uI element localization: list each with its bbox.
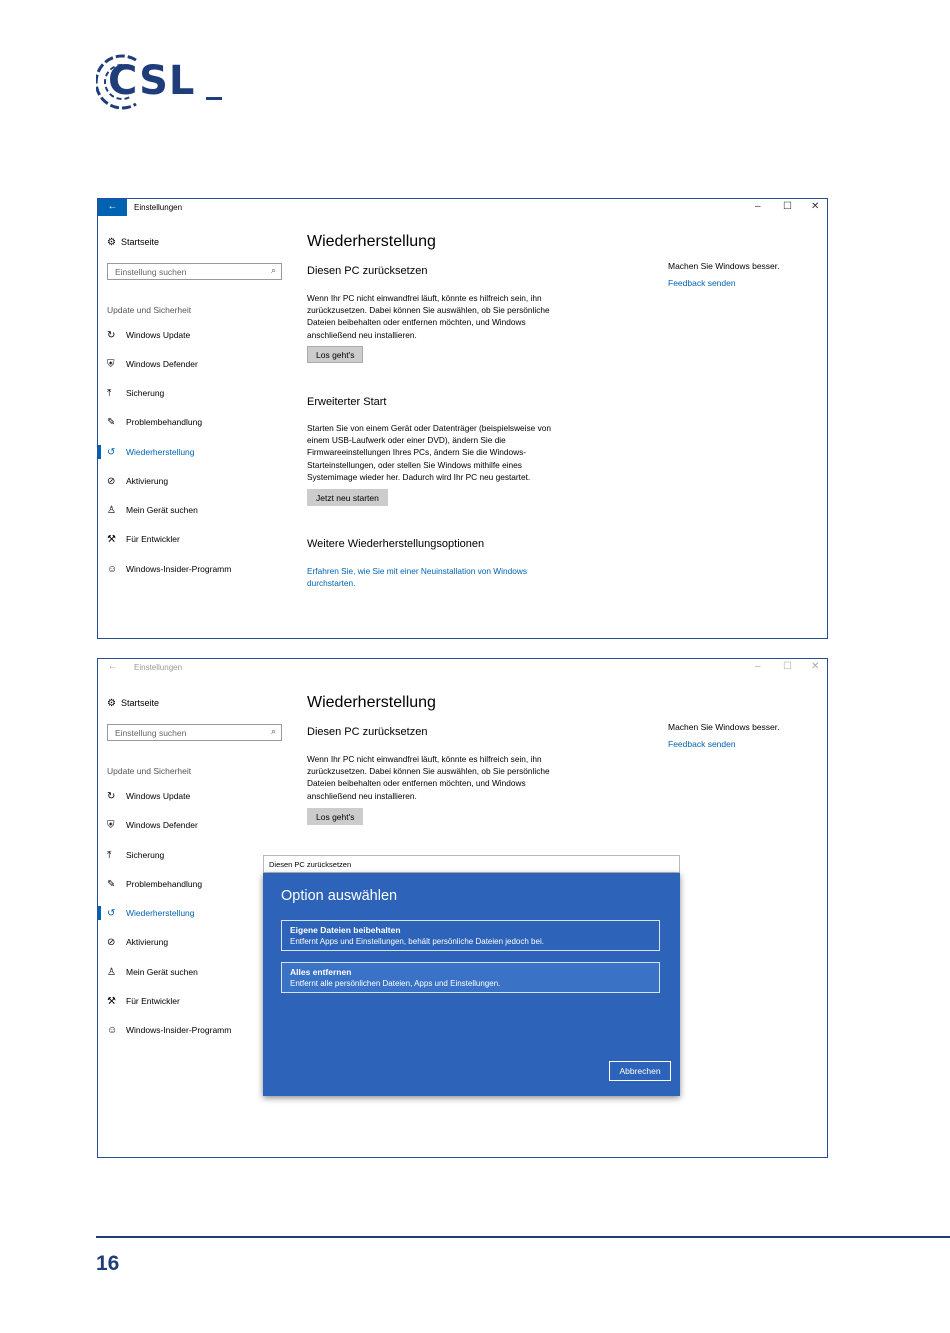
option-remove-everything[interactable]	[281, 962, 660, 993]
sidebar-item-label: Aktivierung	[126, 476, 169, 486]
history-icon: ↺	[107, 447, 116, 458]
sidebar-item-label: Windows Defender	[126, 359, 198, 369]
sidebar-item-fuer-entwickler[interactable]	[107, 534, 180, 545]
sidebar-item-windows-defender[interactable]	[107, 359, 198, 370]
option-keep-files[interactable]	[281, 920, 660, 951]
sidebar-item-label: Windows Defender	[126, 820, 198, 830]
sidebar-item-label: Für Entwickler	[126, 996, 180, 1006]
close-icon[interactable]: ✕	[811, 201, 820, 212]
cat-icon: ☺	[107, 1025, 118, 1036]
reset-description	[307, 292, 582, 341]
reset-line: zurückzusetzen. Dabei können Sie auswählen, ob Sie persönliche	[307, 766, 550, 777]
sidebar-item-windows-insider[interactable]	[107, 1025, 231, 1036]
page-number: 16	[96, 1252, 120, 1275]
selection-indicator	[98, 445, 101, 459]
wrench-icon: ✎	[107, 417, 116, 428]
sidebar-item-label: Windows Update	[126, 791, 191, 801]
nav-home-label: Startseite	[121, 698, 160, 708]
reset-line: anschließend neu installieren.	[307, 790, 417, 801]
back-arrow-icon[interactable]: ←	[107, 661, 118, 672]
search-input[interactable]	[107, 263, 282, 280]
reset-dialog	[263, 873, 680, 1096]
advanced-line: Starteinstellungen, oder stellen Sie Windows mithilfe eines	[307, 459, 522, 470]
sidebar-item-label: Windows Update	[126, 330, 191, 340]
sidebar-item-windows-update[interactable]	[107, 791, 190, 802]
option-title: Alles entfernen	[290, 967, 352, 977]
maximize-icon[interactable]: ☐	[783, 201, 792, 212]
refresh-icon: ↻	[107, 791, 116, 802]
advanced-line: Firmwareeinstellungen Ihres PCs, ändern Sie die Windows-	[307, 447, 527, 458]
clean-install-link[interactable]	[307, 565, 567, 589]
sidebar-item-label: Sicherung	[126, 850, 165, 860]
refresh-icon: ↻	[107, 330, 116, 341]
reset-dialog-titlebar: Diesen PC zurücksetzen	[263, 855, 680, 873]
sidebar-item-label: Wiederherstellung	[126, 908, 195, 918]
sidebar-item-windows-defender[interactable]	[107, 820, 198, 831]
search-placeholder: Einstellung suchen	[115, 728, 187, 738]
reset-heading: Diesen PC zurücksetzen	[307, 726, 428, 738]
shield-icon: ⛨	[107, 359, 115, 370]
option-title: Eigene Dateien beibehalten	[290, 925, 401, 935]
reset-line: Dateien beibehalten oder entfernen möchten, und Windows	[307, 317, 526, 328]
sidebar-item-label: Aktivierung	[126, 937, 169, 947]
sidebar-item-label: Mein Gerät suchen	[126, 505, 198, 515]
settings-window-screenshot-1	[97, 198, 828, 639]
sidebar-item-sicherung[interactable]	[107, 388, 164, 399]
feedback-link[interactable]: Feedback senden	[668, 739, 736, 749]
sidebar-item-mein-geraet-suchen[interactable]	[107, 967, 198, 978]
gear-icon: ⚙	[107, 698, 116, 709]
window-titlebar	[98, 659, 827, 676]
page-title: Wiederherstellung	[307, 233, 436, 250]
more-options-heading: Weitere Wiederherstellungsoptionen	[307, 538, 485, 550]
reset-line: anschließend neu installieren.	[307, 329, 417, 340]
sidebar-item-problembehandlung[interactable]	[107, 879, 202, 890]
nav-home[interactable]	[107, 698, 159, 709]
link-line: Erfahren Sie, wie Sie mit einer Neuinstallation von Windows	[307, 566, 527, 576]
sidebar-item-label: Sicherung	[126, 388, 165, 398]
search-icon: ⌕	[270, 265, 276, 275]
person-icon: ♙	[107, 505, 116, 516]
shield-icon: ⛨	[107, 820, 115, 831]
sidebar-item-label: Mein Gerät suchen	[126, 967, 198, 977]
page-title: Wiederherstellung	[307, 694, 436, 711]
selection-indicator	[98, 906, 101, 920]
window-title: Einstellungen	[134, 203, 183, 212]
tools-icon: ⚒	[107, 534, 116, 545]
sidebar-item-label: Problembehandlung	[126, 879, 203, 889]
minimize-icon[interactable]: –	[755, 661, 761, 672]
back-arrow-icon[interactable]: ←	[98, 199, 127, 216]
person-icon: ♙	[107, 967, 116, 978]
dialog-heading: Option auswählen	[281, 888, 398, 904]
sidebar-item-aktivierung[interactable]	[107, 937, 168, 948]
restart-now-button[interactable]: Jetzt neu starten	[307, 489, 388, 506]
advanced-line: Starten Sie von einem Gerät oder Datenträger (beispielsweise von	[307, 423, 551, 433]
reset-line: Wenn Ihr PC nicht einwandfrei läuft, könnte es hilfreich sein, ihn	[307, 293, 542, 303]
feedback-link[interactable]: Feedback senden	[668, 278, 736, 288]
sidebar-item-sicherung[interactable]	[107, 850, 164, 861]
upload-icon: ⤒	[107, 850, 112, 861]
window-title: Einstellungen	[134, 663, 183, 672]
search-icon: ⌕	[270, 726, 276, 736]
check-circle-icon: ⊘	[107, 476, 116, 487]
wrench-icon: ✎	[107, 879, 116, 890]
option-description: Entfernt Apps und Einstellungen, behält persönliche Dateien jedoch bei.	[290, 937, 544, 946]
cancel-button[interactable]: Abbrechen	[609, 1061, 671, 1081]
maximize-icon[interactable]: ☐	[783, 661, 792, 672]
nav-home-label: Startseite	[121, 237, 160, 247]
sidebar-item-wiederherstellung[interactable]	[107, 908, 195, 919]
reset-line: Dateien beibehalten oder entfernen möchten, und Windows	[307, 778, 526, 789]
logo-underline	[206, 97, 222, 100]
nav-group-label: Update und Sicherheit	[107, 766, 192, 776]
cat-icon: ☺	[107, 564, 118, 575]
sidebar-item-windows-update[interactable]	[107, 330, 190, 341]
history-icon: ↺	[107, 908, 116, 919]
advanced-start-description	[307, 422, 582, 483]
upload-icon: ⤒	[107, 388, 112, 399]
sidebar-item-label: Windows-Insider-Programm	[126, 1025, 232, 1035]
reset-start-button[interactable]: Los geht's	[307, 808, 363, 825]
sidebar-item-label: Für Entwickler	[126, 534, 180, 544]
advanced-start-heading: Erweiterter Start	[307, 396, 387, 408]
search-input[interactable]	[107, 724, 282, 741]
feedback-prompt: Machen Sie Windows besser.	[668, 722, 780, 732]
sidebar-item-problembehandlung[interactable]	[107, 417, 202, 428]
nav-home[interactable]	[107, 237, 159, 248]
link-line: durchstarten.	[307, 578, 356, 589]
reset-heading: Diesen PC zurücksetzen	[307, 265, 428, 277]
sidebar-item-aktivierung[interactable]	[107, 476, 168, 487]
reset-line: Wenn Ihr PC nicht einwandfrei läuft, könnte es hilfreich sein, ihn	[307, 754, 542, 764]
sidebar-item-label: Problembehandlung	[126, 417, 203, 427]
sidebar-item-wiederherstellung[interactable]	[107, 447, 195, 458]
sidebar-item-label: Windows-Insider-Programm	[126, 564, 232, 574]
footer-rule	[96, 1236, 950, 1238]
nav-group-label: Update und Sicherheit	[107, 305, 192, 315]
gear-icon: ⚙	[107, 237, 116, 248]
sidebar-item-mein-geraet-suchen[interactable]	[107, 505, 198, 516]
advanced-line: Systemimage wieder her. Dadurch wird Ihr PC neu gestartet.	[307, 471, 531, 482]
reset-start-button[interactable]: Los geht's	[307, 346, 363, 363]
sidebar-item-label: Wiederherstellung	[126, 447, 195, 457]
close-icon[interactable]: ✕	[811, 661, 820, 672]
advanced-line: einem USB-Laufwerk oder einer DVD), ändern Sie die	[307, 435, 506, 446]
window-titlebar	[98, 199, 827, 216]
check-circle-icon: ⊘	[107, 937, 116, 948]
option-description: Entfernt alle persönlichen Dateien, Apps und Einstellungen.	[290, 979, 501, 988]
search-placeholder: Einstellung suchen	[115, 267, 187, 277]
reset-line: zurückzusetzen. Dabei können Sie auswählen, ob Sie persönliche	[307, 305, 550, 316]
sidebar-item-windows-insider[interactable]	[107, 564, 231, 575]
feedback-prompt: Machen Sie Windows besser.	[668, 261, 780, 271]
sidebar-item-fuer-entwickler[interactable]	[107, 996, 180, 1007]
csl-logo-text: CSL	[108, 58, 196, 104]
minimize-icon[interactable]: –	[755, 201, 761, 212]
reset-description	[307, 753, 582, 802]
tools-icon: ⚒	[107, 996, 116, 1007]
